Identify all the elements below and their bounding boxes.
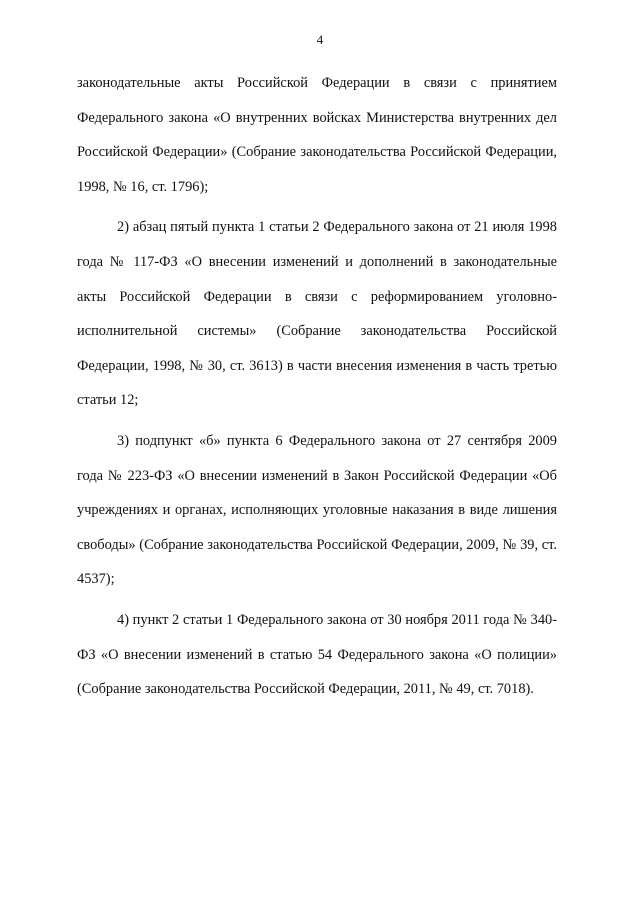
- paragraph-continuation: законодательные акты Российской Федерации в связи с принятием Федерального закона «О внутренних войсках Министерства внутренних дел Российской Федерации» (Собрание законодательства Российской Федерации, 1998, № 16, ст. 1796);: [77, 75, 557, 195]
- page-number: 4: [316, 32, 324, 47]
- paragraph-item-2: 2) абзац пятый пункта 1 статьи 2 Федерального закона от 21 июля 1998 года № 117-ФЗ «О внесении изменений и дополнений в законодательные акты Российской Федерации в связи с реформированием уголовно-исполнительной системы» (Собрание законодательства Российской Федерации, 1998, № 30, ст. 3613) в части внесения изменения в часть третью статьи 12;: [77, 219, 557, 409]
- paragraph-item-3: 3) подпункт «б» пункта 6 Федерального закона от 27 сентября 2009 года № 223-ФЗ «О внесении изменений в Закон Российской Федерации «Об учреждениях и органах, исполняющих уголовные наказания в виде лишения свободы» (Собрание законодательства Российской Федерации, 2009, № 39, ст. 4537);: [77, 432, 557, 588]
- paragraph-item-4: 4) пункт 2 статьи 1 Федерального закона от 30 ноября 2011 года № 340-ФЗ «О внесении изменений в статью 54 Федерального закона «О полиции» (Собрание законодательства Российской Федерации, 2011, № 49, ст. 7018).: [77, 611, 557, 698]
- document-body: [77, 66, 557, 707]
